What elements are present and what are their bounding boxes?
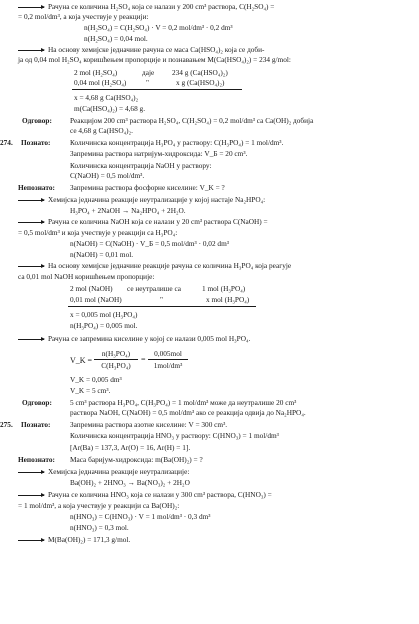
answer-text: 5 cm³ раствора H₃PO₄, C(H₃PO₄) = 1 mol/dm³ може да неутралише 20 cm³ xyxy=(70,398,297,407)
equation: n(H₂SO₄) = 0,04 mol. xyxy=(84,34,148,43)
formula-equals: = xyxy=(141,355,146,364)
text-line: На основу хемијске једначине рачуна се маса Ca(HSO₄)₂ која се доби- xyxy=(18,46,264,53)
unknown-text: Маса баријум-хидроксида: m(Ba(OH)₂) = ? xyxy=(70,455,203,464)
proportion-rule xyxy=(68,306,256,307)
equation: n(H₃PO₄) = 0,005 mol. xyxy=(70,321,138,330)
text-line: са 0,01 mol NaOH коришћењем пропорције: xyxy=(18,272,155,281)
arrow-icon xyxy=(18,222,44,223)
equation: Ba(OH)₂ + 2HNO₃ → Ba(NO₃)₂ + 2H₂O xyxy=(70,478,190,487)
arrow-icon xyxy=(18,495,44,496)
equation: H₃PO₄ + 2NaOH → Na₂HPO₄ + 2H₂O. xyxy=(70,206,186,215)
answer-text: раствора NaOH, C(NaOH) = 0,5 mol/dm³ ако се реакција одвија до Na₂HPO₄. xyxy=(70,408,306,417)
proportion-cell: " xyxy=(160,295,163,304)
arrow-icon xyxy=(18,266,44,267)
given-label: Познато: xyxy=(21,138,51,147)
unknown-label: Непознато: xyxy=(18,455,55,464)
problem-number: 275. xyxy=(0,420,13,429)
proportion-cell: даје xyxy=(142,68,155,77)
fraction-bar xyxy=(94,359,138,360)
formula-numerator: n(H₃PO₄) xyxy=(101,349,131,358)
formula-denominator: C(H₃PO₄) xyxy=(101,361,131,370)
equation: n(NaOH) = C(NaOH) · V_Б = 0,5 mol/dm³ · 0,02 dm³ xyxy=(70,239,229,248)
formula-denominator: 1mol/dm³ xyxy=(153,361,183,370)
text-line: На основу хемијске једначине реакције рачуна се количина H₃PO₄ која реагује xyxy=(18,262,291,269)
text-line: Рачуна се количина HNO₃ која се налази у 300 cm³ раствора, C(HNO₃) = xyxy=(18,491,272,498)
equation: n(HNO₃) = C(HNO₃) · V = 1 mol/dm³ · 0,3 dm³ xyxy=(70,512,211,521)
given-text: Количинска концентрација H₃PO₄ у раствору: C(H₃PO₄) = 1 mol/dm³. xyxy=(70,138,284,147)
equation: x = 0,005 mol (H₃PO₄) xyxy=(70,310,138,319)
given-label: Познато: xyxy=(21,420,51,429)
given-text: Запремина раствора азотне киселине: V = 300 cm³. xyxy=(70,420,228,429)
arrow-icon xyxy=(18,540,44,541)
given-text: C(NaOH) = 0,5 mol/dm³. xyxy=(70,171,145,180)
equation: V_K = 0,005 dm³ xyxy=(70,375,122,384)
text-line: Рачуна се количина NaOH која се налази у 20 cm³ раствора C(NaOH) = xyxy=(18,218,268,225)
proportion-cell: 0,04 mol (H₂SO₄) xyxy=(74,78,127,87)
text-line: Рачуна се запремина киселине у којој се налази 0,005 mol H₃PO₄. xyxy=(18,335,250,342)
text-line: = 1 mol/dm³, а која учествује у реакцији са Ba(OH)₂: xyxy=(18,501,180,510)
arrow-icon xyxy=(18,472,44,473)
proportion-cell: се неутралише са xyxy=(127,284,182,293)
given-text: Запремина раствора натријум-хидроксида: V_Б = 20 cm³. xyxy=(70,149,248,158)
proportion-cell: 0,01 mol (NaOH) xyxy=(70,295,122,304)
proportion-rule xyxy=(72,89,242,90)
arrow-icon xyxy=(18,50,44,51)
formula-lhs: V_K = xyxy=(70,356,93,365)
text-line: = 0,2 mol/dm³, а која учествује у реакцији: xyxy=(18,12,149,21)
text-line: Хемијска једначина реакције неутрализације: xyxy=(18,468,189,475)
problem-number: 274. xyxy=(0,138,13,147)
text-line: ја од 0,04 mol H₂SO₄ коришћењем пропорције и познавањем M(Ca(HSO₄)₂) = 234 g/mol: xyxy=(18,55,291,64)
answer-label: Одговор: xyxy=(22,398,52,407)
equation: x = 4,68 g Ca(HSO₄)₂ xyxy=(74,93,139,102)
answer-text: се 4,68 g Ca(HSO₄)₂. xyxy=(70,126,133,135)
equation: V_K = 5 cm³. xyxy=(70,386,111,395)
unknown-label: Непознато: xyxy=(18,183,55,192)
equation: m(Ca(HSO₄)₂) = 4,68 g. xyxy=(74,104,146,113)
given-text: Количинска концентрација HNO₃ у раствору: C(HNO₃) = 1 mol/dm³ xyxy=(70,431,279,440)
proportion-cell: 1 mol (H₃PO₄) xyxy=(202,284,246,293)
unknown-text: Запремина раствора фосфорне киселине: V_K = ? xyxy=(70,183,225,192)
proportion-cell: x mol (H₃PO₄) xyxy=(206,295,250,304)
equation: n(HNO₃) = 0,3 mol. xyxy=(70,523,129,532)
arrow-icon xyxy=(18,339,44,340)
answer-label: Одговор: xyxy=(22,116,52,125)
proportion-cell: " xyxy=(146,78,149,87)
given-text: Количинска концентрација NaOH у раствору: xyxy=(70,161,212,170)
equation: n(H₂SO₄) = C(H₂SO₄) · V = 0,2 mol/dm³ · 0,2 dm³ xyxy=(84,23,233,32)
proportion-cell: 234 g (Ca(HSO₄)₂) xyxy=(172,68,228,77)
given-text: [Ar(Ba) = 137,3, Ar(O) = 16, Ar(H) = 1]. xyxy=(70,443,191,452)
text-line: = 0,5 mol/dm³ и која учествује у реакцији са H₃PO₄: xyxy=(18,228,178,237)
formula-numerator: 0,005mol xyxy=(154,349,182,358)
answer-text: Реакцијом 200 cm³ раствора H₂SO₄, C(H₂SO₄) = 0,2 mol/dm³ са Ca(OH)₂ добија xyxy=(70,116,314,125)
fraction-bar xyxy=(148,359,188,360)
proportion-cell: 2 mol (NaOH) xyxy=(70,284,113,293)
equation: n(NaOH) = 0,01 mol. xyxy=(70,250,134,259)
proportion-cell: 2 mol (H₂SO₄) xyxy=(74,68,118,77)
proportion-cell: x g (Ca(HSO₄)₂) xyxy=(176,78,225,87)
text-line: Хемијска једначина реакције неутрализације у којој настаје Na₂HPO₄: xyxy=(18,196,265,203)
text-line: M(Ba(OH)₂) = 171,3 g/mol. xyxy=(18,536,130,543)
arrow-icon xyxy=(18,7,44,8)
text-line: Рачуна се количина H₂SO₄ која се налази у 200 cm³ раствора, C(H₂SO₄) = xyxy=(18,3,274,10)
arrow-icon xyxy=(18,200,44,201)
